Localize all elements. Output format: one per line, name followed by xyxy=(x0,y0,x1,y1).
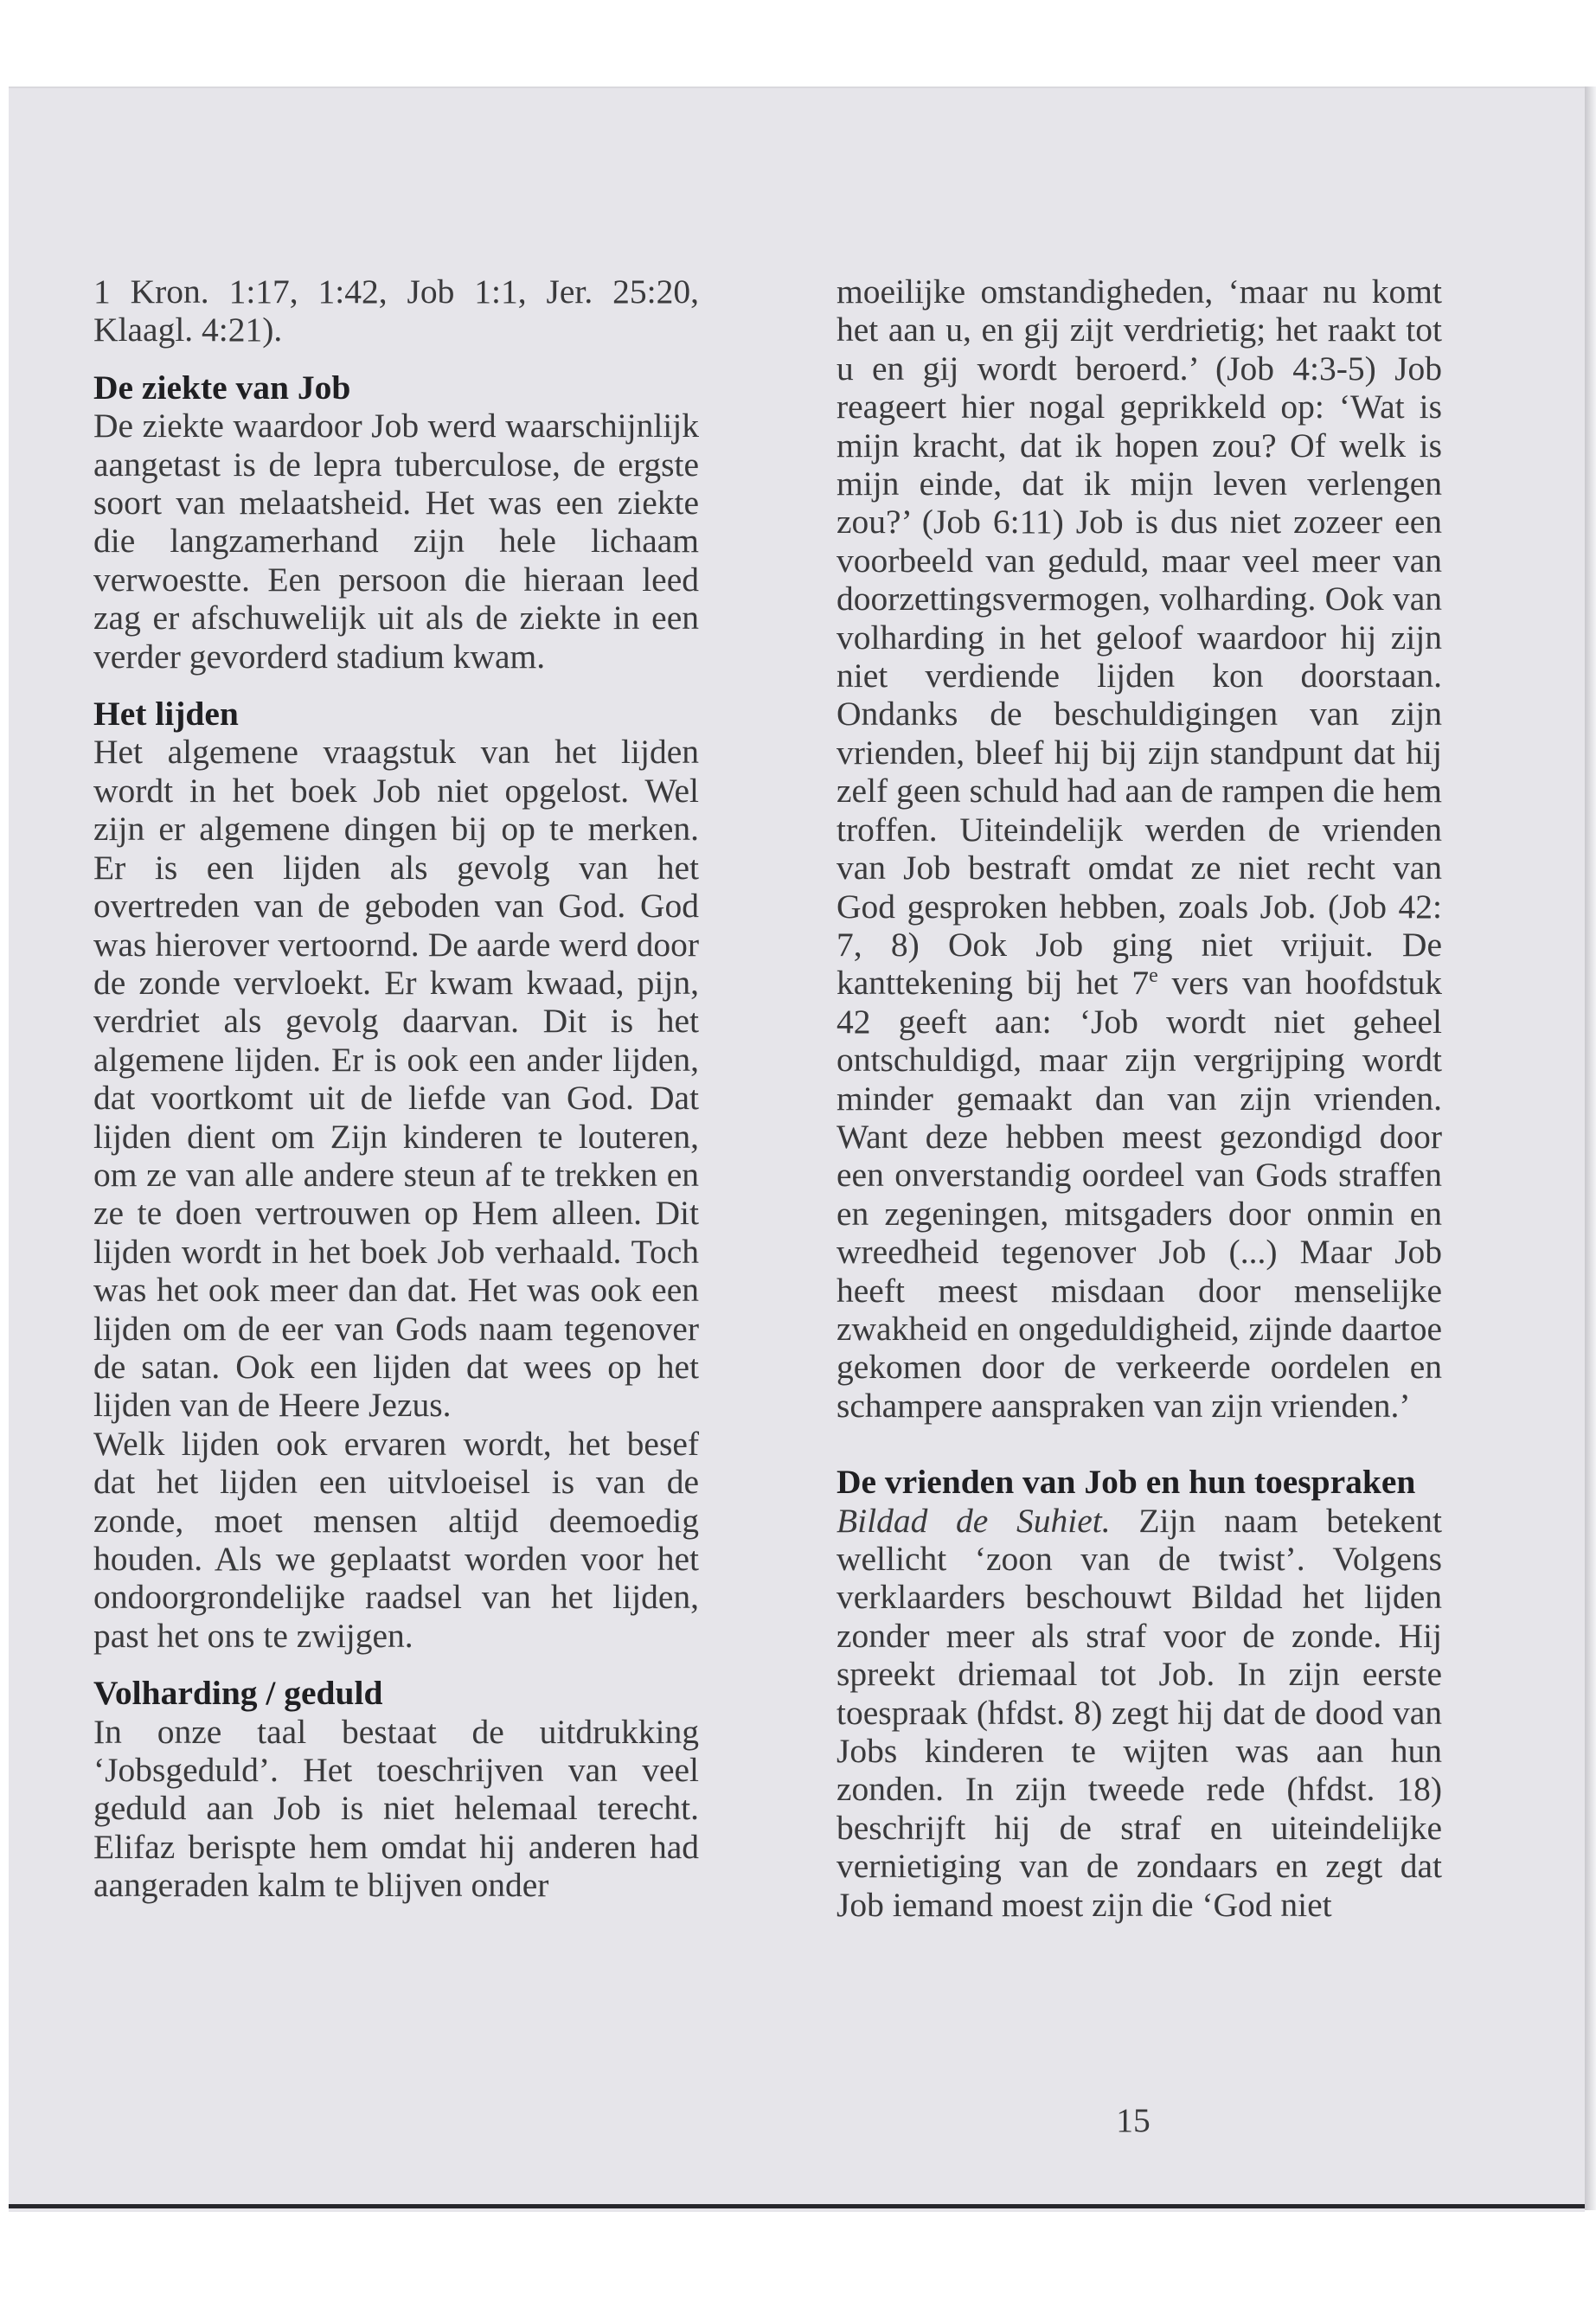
superscript-e: e xyxy=(1149,965,1158,988)
bottom-rule xyxy=(9,2204,1585,2208)
body-bildad: Zijn naam betekent wellicht ‘zoon van de twist’. Volgens verklaarders beschouwt Bildad het lijden zonder meer als straf voor de zonde. Hij spreekt driemaal tot Job. In zijn eerste toespraak (hfdst. 8) zegt hij dat de dood van Jobs kinderen te wijten was aan hun zonden. In zijn tweede rede (hfdst. 18) beschrijft hij de straf en uiteindelijke vernietiging van de zondaars en zegt dat Job iemand moest zijn die ‘God niet xyxy=(836,1501,1442,1924)
intro-reference: 1 Kron. 1:17, 1:42, Job 1:1, Jer. 25:20, Klaagl. 4:21). xyxy=(93,272,699,349)
left-column xyxy=(93,272,699,1905)
continuation-part1: moeilijke omstandigheden, ‘maar nu komt het aan u, en gij zijt verdrietig; het raakt tot u en gij wordt beroerd.’ (Job 4:3-5) Job reageert hier nogal geprikkeld op: ‘Wat is mijn kracht, dat ik hopen zou? Of welk is mijn einde, dat ik mijn leven verlengen zou?’ (Job 6:11) Job is dus niet zozeer een voorbeeld van geduld, maar veel meer van doorzettingsvermogen, volharding. Ook van volharding in het geloof waardoor hij zijn niet verdiende lijden kon doorstaan. Ondanks de beschuldigingen van zijn vrienden, bleef hij bij zijn standpunt dat hij zelf geen schuld had aan de rampen die hem troffen. Uiteindelijk werden de vrienden van Job bestraft omdat ze niet recht van God gesproken hebben, zoals Job. (Job 42: 7, 8) Ook Job ging niet vrijuit. De kanttekening bij het 7 xyxy=(836,272,1442,1003)
heading-ziekte: De ziekte van Job xyxy=(93,368,351,407)
name-bildad: Bildad de Suhiet. xyxy=(836,1501,1111,1540)
body-vrienden xyxy=(836,1502,1442,1924)
heading-vrienden: De vrienden van Job en hun toespraken xyxy=(836,1463,1416,1502)
body-lijden-1: Het algemene vraagstuk van het lijden wordt in het boek Job niet opgelost. Wel zijn er algemene dingen bij op te merken. Er is een lijden als gevolg van het overtreden van de geboden van God. God was hierover vertoornd. De aarde werd door de zonde vervloekt. Er kwam kwaad, pijn, verdriet als gevolg daarvan. Dit is het algemene lijden. Er is ook een ander lijden, dat voortkomt uit de liefde van God. Dat lijden dient om Zijn kinderen te louteren, om ze van alle andere steun af te trekken en ze te doen vertrouwen op Hem alleen. Dit lijden wordt in het boek Job verhaald. Toch was het ook meer dan dat. Het was ook een lijden om de eer van Gods naam tegenover de satan. Ook een lijden dat wees op het lijden van de Heere Jezus. xyxy=(93,733,699,1425)
right-column xyxy=(836,272,1442,1924)
body-ziekte: De ziekte waardoor Job werd waarschijnlijk aangetast is de lepra tuberculose, de ergste soort van melaatsheid. Het was een ziekte die langzamerhand zijn hele lichaam verwoestte. Een persoon die hieraan leed zag er afschuwelijk uit als de ziekte in een verder gevorderd stadium kwam. xyxy=(93,407,699,676)
heading-volharding: Volharding / geduld xyxy=(93,1674,383,1713)
body-continuation xyxy=(836,272,1442,1425)
body-volharding: In onze taal bestaat de uitdrukking ‘Jobsgeduld’. Het toeschrijven van veel geduld aan Job is niet helemaal terecht. Elifaz berispte hem omdat hij anderen had aangeraden kalm te blijven onder xyxy=(93,1712,699,1905)
heading-lijden: Het lijden xyxy=(93,695,239,734)
continuation-part2: vers van hoofdstuk 42 geeft aan: ‘Job wordt niet geheel ontschuldigd, maar zijn vergrijping wordt minder gemaakt dan van zijn vrienden. Want deze hebben meest gezondigd door een onverstandig oordeel van Gods straffen en zegeningen, mitsgaders door onmin en wreedheid tegenover Job (...) Maar Job heeft meest misdaan door menselijke zwakheid en ongeduldigheid, zijnde daartoe gekomen door de verkeerde oordelen en schampere aanspraken van zijn vrienden.’ xyxy=(836,964,1442,1425)
body-lijden-2: Welk lijden ook ervaren wordt, het besef dat het lijden een uitvloeisel is van de zonde, moet mensen altijd deemoedig houden. Als we geplaatst worden voor het ondoorgrondelijke raadsel van het lijden, past het ons te zwijgen. xyxy=(93,1424,699,1655)
page-number: 15 xyxy=(1116,2101,1151,2139)
page-edge-shadow xyxy=(1585,87,1596,2210)
